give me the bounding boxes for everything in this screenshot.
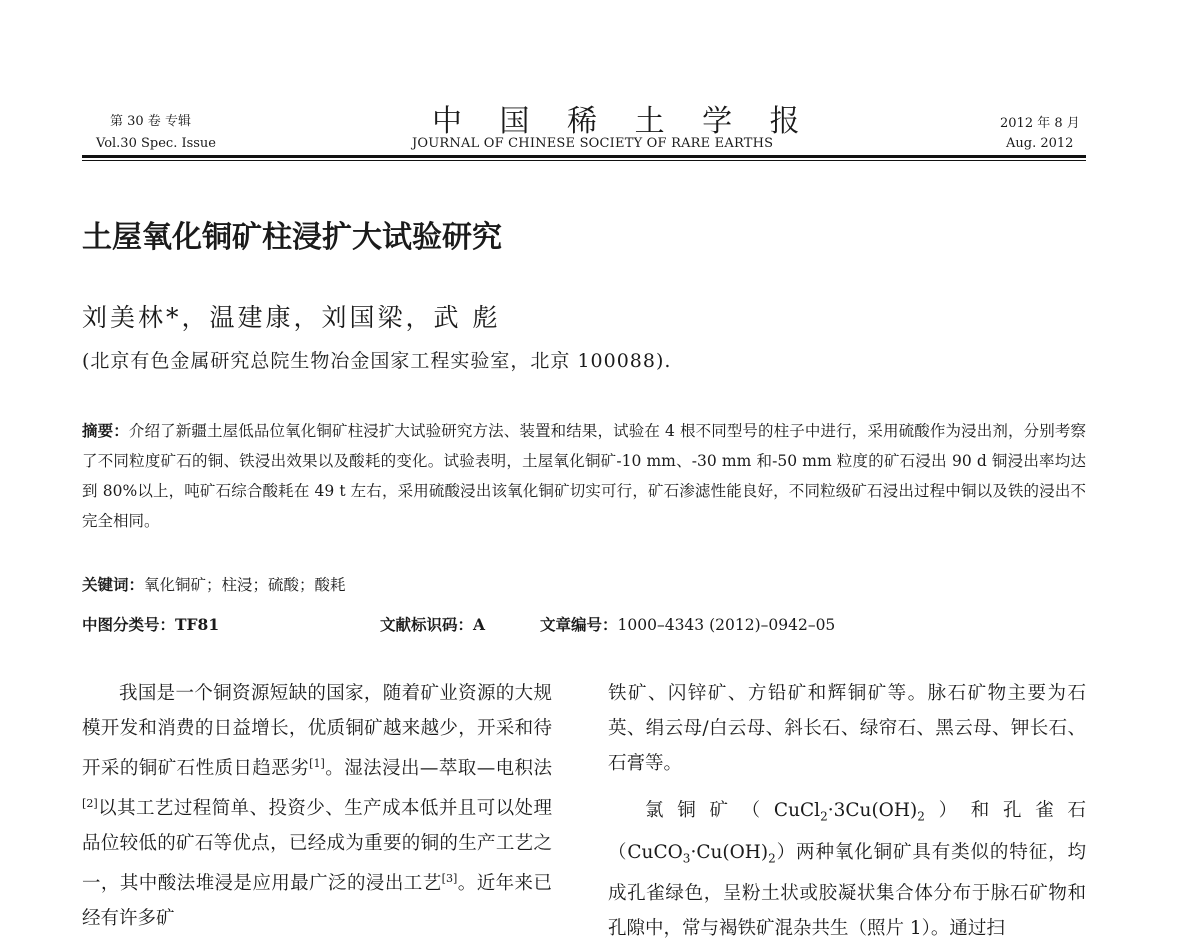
body-right-column [608,676,1086,946]
body-paragraph [82,676,552,936]
clc-label: 中图分类号： [82,615,176,634]
keywords-label: 关键词： [82,575,145,594]
body-paragraph: 铁矿、闪锌矿、方铅矿和辉铜矿等。脉石矿物主要为石英、绢云母/白云母、斜长石、绿帘石、黑云母、钾长石、石膏等。 [608,683,1086,774]
clc-line [82,613,219,635]
body-text: ）两种氧化铜矿具有类似的特征，均成孔雀绿色，呈粉土状或胶凝状集合体分布于脉石矿物和孔隙中，常与褐铁矿混杂共生（照片 1）。通过扫 [608,841,1086,940]
body-text: 。湿法浸出—萃取—电积法 [324,758,552,780]
body-text: 以其工艺过程简单、投资少、生产成本低并且可以处理品位较低的矿石等优点，已经成为重要的铜的生产工艺之一，其中酸法堆浸是应用最广泛的浸出工艺 [82,798,552,895]
header-rule-thin [82,160,1086,161]
body-text: 我国是一个铜资源短缺的国家，随着矿业资源的大规模开发和消费的日益增长，优质铜矿越来越少，开采和待开采的铜矿石性质日趋恶劣 [82,683,552,780]
header-rule-thick [82,155,1086,158]
article-no-value: 1000–4343 (2012)–0942–05 [617,616,836,634]
body-left-column [82,676,552,936]
keywords-line [82,573,346,595]
subscript: 3 [682,851,691,866]
date-en: Aug. 2012 [1006,136,1074,151]
abstract [82,416,1086,536]
volume-en: Vol.30 Spec. Issue [96,136,216,151]
abstract-label: 摘要： [82,421,129,440]
doc-code-value: A [473,615,486,634]
body-text: 。近年来已经有许多矿 [82,873,552,930]
clc-value: TF81 [175,615,220,634]
article-no-line [540,613,835,635]
date-cn: 2012 年 8 月 [1000,116,1080,131]
volume-cn: 第 30 卷 专辑 [110,114,191,129]
citation-ref: [1] [309,757,325,770]
journal-title-en: JOURNAL OF CHINESE SOCIETY OF RARE EARTHS [412,136,774,151]
doc-code-label: 文献标识码： [380,615,474,634]
subscript: 2 [768,851,776,866]
body-text: ·Cu(OH) [690,841,769,863]
journal-title-cn: 中 国 稀 土 学 报 [432,104,814,139]
subscript: 2 [917,809,925,824]
doc-code-line [380,613,485,635]
article-authors: 刘美林*，温建康，刘国梁，武 彪 [82,303,501,332]
body-text: 氯铜矿（CuCl [645,800,821,821]
abstract-text: 介绍了新疆土屋低品位氧化铜矿柱浸扩大试验研究方法、装置和结果，试验在 4 根不同型号的柱子中进行，采用硫酸作为浸出剂，分别考察了不同粒度矿石的铜、铁浸出效果以及酸耗的变化。试验表明，土屋氧化铜矿-10 mm、-30 mm 和-50 mm 粒度的矿石浸出 90 d 铜浸出率均达到 80%以上，吨矿石综合酸耗在 49 t 左右，采用硫酸浸出该氧化铜矿切实可行，矿石渗滤性能良好，不同粒级矿石浸出过程中铜以及铁的浸出不完全相同。 [82,422,1086,530]
subscript: 2 [820,809,828,824]
body-paragraph [608,793,1086,946]
body-text: ）和孔雀石（CuCO [608,800,1086,863]
body-text: ·3Cu(OH) [827,800,918,821]
article-no-label: 文章编号： [540,615,618,634]
keywords-value: 氧化铜矿；柱浸；硫酸；酸耗 [144,576,346,594]
article-affiliation: (北京有色金属研究总院生物冶金国家工程实验室，北京 100088). [82,350,672,372]
article-title: 土屋氧化铜矿柱浸扩大试验研究 [82,220,502,255]
citation-ref: [3] [441,872,458,886]
citation-ref: [2] [82,797,98,811]
